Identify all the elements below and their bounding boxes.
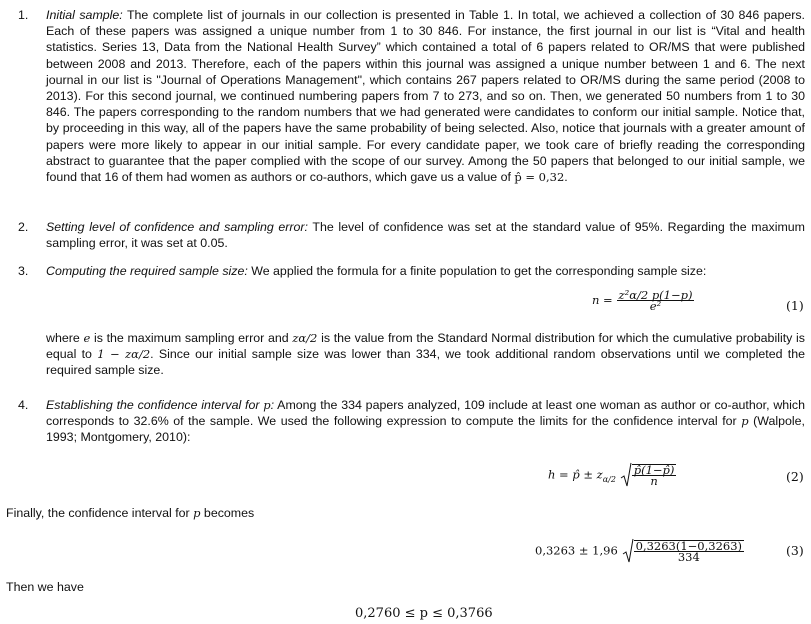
text-run: . Since our initial sample size was lower than 334, we took additional random observations until we completed the required sample size. [46,347,805,378]
text-run: where [46,331,84,345]
item-text: The level of confidence was set at the standard value of 95%. Regarding the maximum sampling error, it was set at 0.05. [46,220,806,251]
equation-lhs: 0,3263 ± 1,96 [535,543,618,558]
item-text: We applied the formula for a finite population to get the corresponding sample size: [247,264,707,278]
inline-math: p̂ = 0,32 [514,170,565,185]
fraction-numerator: z²α/2 p(1−p) [618,288,693,302]
equation-lhs: n = [592,293,613,307]
text-run: becomes [200,506,255,520]
list-item-4 [0,397,805,446]
item-number: 2. [18,220,29,234]
fraction-denominator: n [650,474,658,488]
fraction-numerator: p̂(1−p̂) [633,463,675,477]
item-text-end: (Walpole, 1993; Montgomery, 2010): [46,414,805,445]
item-text: Among the 334 papers analyzed, 109 include at least one woman as author or co-author, which corresponds to 32.6% of the sample. We used the following expression to compute the limits for the confidence interval for [46,398,805,429]
item-text-end: . [564,170,568,185]
item-number: 4. [18,398,29,412]
list-item-1 [0,7,805,185]
item-lead-end: : [270,398,275,412]
equation-fraction [634,540,744,562]
item-lead: Setting level of confidence and sampling error: [46,220,308,234]
equation-number: (3) [786,543,804,558]
equation-interval: 0,2760 ≤ p ≤ 0,3766 [355,606,493,621]
equation-fraction [617,290,695,311]
item-lead: Establishing the confidence interval for [46,398,264,412]
equation-number: (2) [786,469,804,484]
item-number: 1. [18,8,29,22]
inline-math: e [83,331,91,345]
item-3-continuation [0,330,805,379]
equation-subscript: α/2 [602,474,616,484]
equation-number: (1) [786,298,804,313]
fraction-numerator: 0,3263(1−0,3263) [635,539,743,553]
equation-1 [592,290,694,311]
text-run: Finally, the confidence interval for [6,506,194,520]
text-run: is the maximum sampling error and [90,331,293,345]
fraction-denominator: 334 [677,550,700,564]
inline-math: 1 − zα/2 [97,347,151,362]
item-lead: Initial sample: [46,8,123,22]
list-item-3 [0,263,805,279]
item-body [46,330,805,379]
fraction-denominator: e² [649,299,662,313]
inline-math: zα/2 [292,331,318,345]
item-body [46,219,805,251]
paragraph-then: Then we have [6,580,84,594]
square-root-symbol [622,538,634,564]
item-number: 3. [18,264,29,278]
square-root-symbol [620,462,632,488]
equation-lhs: h = p̂ ± z [548,467,603,482]
inline-math: p [193,506,201,520]
inline-math: p [263,398,271,412]
item-body [46,397,805,446]
list-item-2 [0,219,805,251]
inline-math: p [741,414,749,429]
item-text: The complete list of journals in our collection is presented in Table 1. In total, we achieved a collection of 30 846 papers. Each of these papers was assigned a unique number from 1 to 30 846. For instance, the first journal in our list is “Vital and health statistics. Series 13, Data from the National Health Survey” which contained a total of 6 papers related to OR/MS that were published between 2008 and 2013. Therefore, each of the papers within this journal was assigned a unique number between 1 and 6. The next journal in our list is "Journal of Operations Management", which contains 267 papers related to OR/MS during the same period (2008 to 2013). For this second journal, we continued numbering papers from 7 to 273, and so on. Then, we generated 50 numbers from 1 to 30 846. The papers corresponding to the random numbers that we had generated were candidates to conform our initial sample. Notice that, by proceeding in this way, all of the papers have the same probability of being selected. Also, notice that journals with a greater amount of papers were more likely to appear in our initial sample. For every candidate paper, we took care of briefly reading the corresponding abstract to guarantee that the paper complied with the scope of our survey. Among the 50 papers that belonged to our initial sample, we found that 16 of them had women as authors or co-authors, which gave us a value of [46,8,805,185]
equation-2 [548,462,676,488]
item-body [46,263,805,279]
equation-fraction [632,464,677,486]
item-body [46,7,805,185]
text-run: is the value from the Standard Normal distribution for which the cumulative probability is equal to [46,331,805,362]
equation-3 [535,538,744,564]
paragraph-finally [6,505,254,521]
item-lead: Computing the required sample size: [46,264,248,278]
